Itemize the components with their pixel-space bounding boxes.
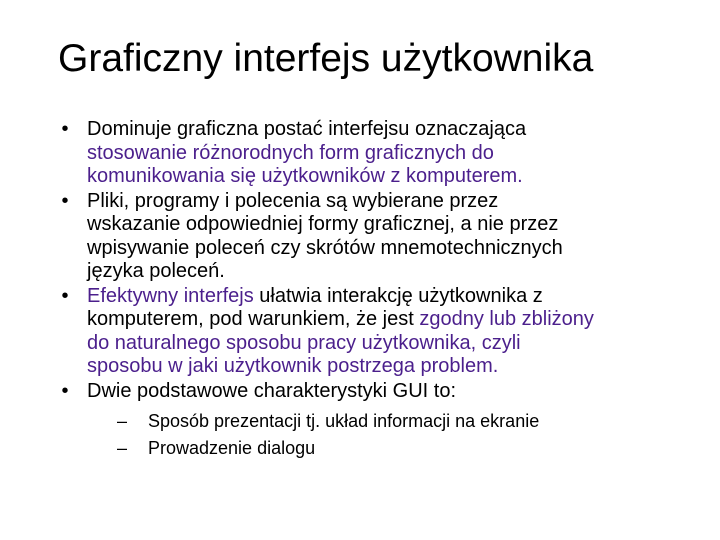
- sub-bullet-presentation: – Sposób prezentacji tj. układ informacji na ekranie: [117, 408, 708, 435]
- bullet-line: Dominuje graficzna postać interfejsu oznaczająca: [87, 118, 527, 140]
- bullet-line: Pliki, programy i polecenia są wybierane przez: [87, 189, 499, 212]
- bullet-line: wskazanie odpowiedniej formy graficznej, a nie przez: [87, 213, 559, 235]
- bullet-effective-interface: [58, 285, 708, 379]
- bullet-list: [58, 118, 708, 463]
- bullet-line: języka poleceń.: [87, 260, 225, 282]
- sub-bullet-list: [117, 408, 708, 462]
- bullet-line: Dwie podstawowe charakterystyki GUI to:: [87, 379, 457, 402]
- bullet-line: stosowanie różnorodnych form graficznych do: [87, 141, 494, 164]
- bullet-dot-icon: •: [61, 379, 69, 402]
- bullet-gui-characteristics: [58, 380, 708, 463]
- bullet-graphical-form: [58, 118, 708, 189]
- slide-title: Graficzny interfejs użytkownika: [58, 37, 594, 80]
- dash-icon: –: [117, 438, 128, 458]
- dash-icon: –: [117, 411, 128, 431]
- bullet-line: komputerem, pod warunkiem, że jest zgodny lub zbliżony: [87, 308, 594, 330]
- bullet-dot-icon: •: [61, 189, 69, 212]
- bullet-dot-icon: •: [61, 118, 69, 140]
- highlight-text: Efektywny interfejs: [87, 284, 254, 307]
- bullet-dot-icon: •: [61, 284, 69, 307]
- bullet-line: sposobu w jaki użytkownik postrzega problem.: [87, 355, 499, 377]
- bullet-files-selection: [58, 190, 708, 284]
- highlight-text: zgodny lub zbliżony: [419, 308, 594, 330]
- bullet-line: Efektywny interfejs ułatwia interakcję użytkownika z: [87, 284, 543, 307]
- bullet-line: wpisywanie poleceń czy skrótów mnemotechnicznych: [87, 236, 563, 259]
- bullet-line: do naturalnego sposobu pracy użytkownika, czyli: [87, 331, 521, 354]
- sub-bullet-dialog: – Prowadzenie dialogu: [117, 435, 708, 462]
- bullet-line: komunikowania się użytkowników z komputerem.: [87, 165, 523, 187]
